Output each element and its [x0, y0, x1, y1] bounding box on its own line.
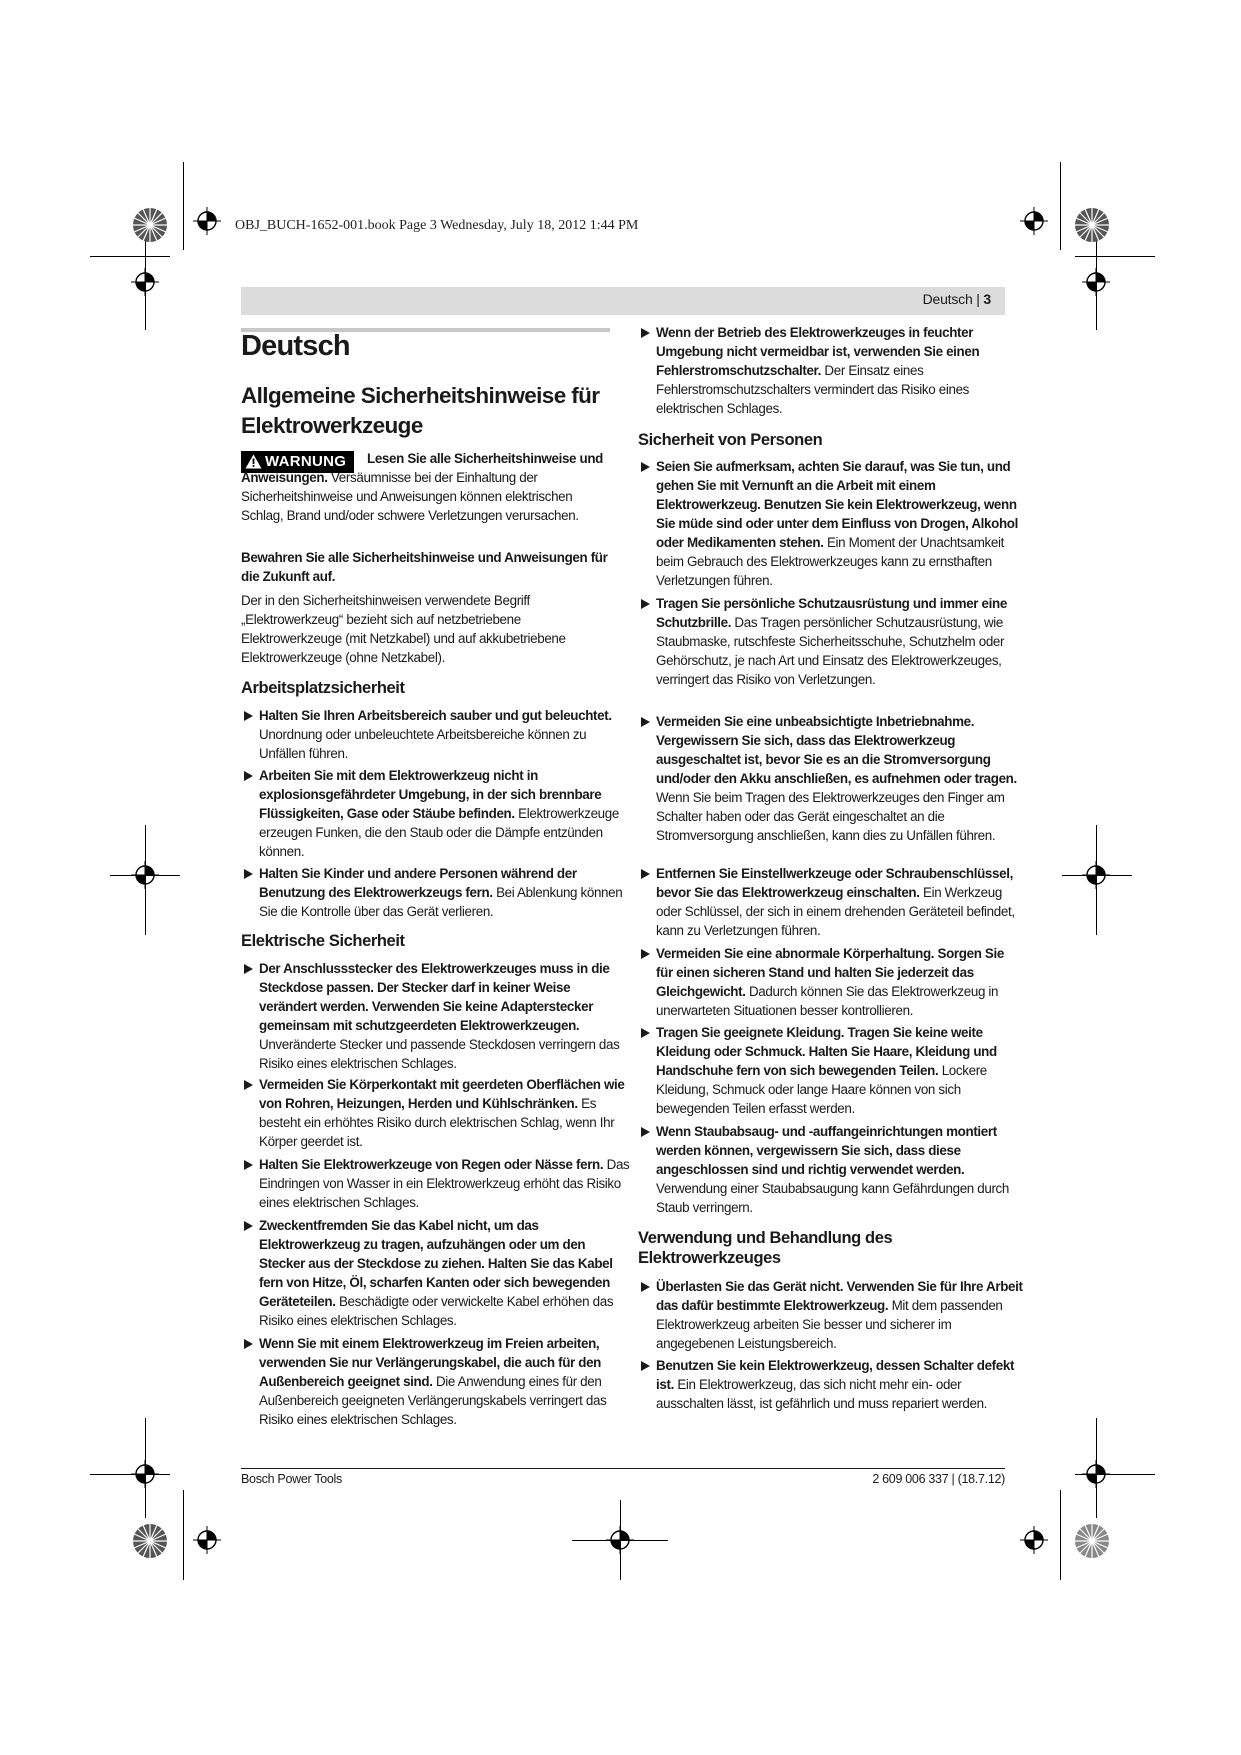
list-item [241, 1334, 631, 1429]
item-text: Das Tragen persönlicher Schutzausrüstung, wie Staubmaske, rutschfeste Sicherheitsschuhe, Schutzhelm oder Gehörschutz, je nach Art und Einsatz des Elektrowerkzeuges, verringert das Risiko von Verletzungen. [656, 615, 1005, 687]
warning-label: WARNUNG [265, 453, 347, 470]
section-heading-workplace: Arbeitsplatzsicherheit [241, 679, 405, 697]
warning-bold-text: Lesen Sie alle Sicherheitshinweise und Anweisungen. [241, 451, 604, 485]
item-bold: Wenn der Betrieb des Elektrowerkzeuges in feuchter Umgebung nicht vermeidbar ist, verwenden Sie einen Fehlerstromschutzschalter. [656, 325, 980, 378]
list-item [241, 864, 631, 921]
keep-notice-text: Bewahren Sie alle Sicherheitshinweise und Anweisungen für die Zukunft auf. [241, 550, 608, 584]
footer-rule [241, 1468, 1005, 1469]
item-bold: Entfernen Sie Einstellwerkzeuge oder Schraubenschlüssel, bevor Sie das Elektrowerkzeug einschalten. [656, 866, 1013, 900]
item-text: Unordnung oder unbeleuchtete Arbeitsbereiche können zu Unfällen führen. [259, 727, 587, 761]
item-text: Elektrowerkzeuge erzeugen Funken, die den Staub oder die Dämpfe entzünden können. [259, 806, 619, 859]
item-text: Die Anwendung eines für den Außenbereich geeigneten Verlängerungskabels verringert das Risiko eines elektrischen Schlages. [259, 1374, 607, 1427]
item-text: Ein Werkzeug oder Schlüssel, der sich in einem drehenden Geräteteil befindet, kann zu Verletzungen führen. [656, 885, 1015, 938]
header-language: Deutsch [922, 291, 973, 307]
registration-target-icon [1082, 1460, 1110, 1488]
color-target-icon [1074, 1523, 1110, 1559]
item-text: Es besteht ein erhöhtes Risiko durch elektrischen Schlag, wenn Ihr Körper geerdet ist. [259, 1096, 615, 1149]
footer-doc-number: 2 609 006 337 | (18.7.12) [872, 1472, 1005, 1486]
list-item [638, 457, 1023, 590]
registration-target-icon [193, 1526, 221, 1554]
definition-paragraph [241, 591, 613, 667]
list-item [638, 1122, 1023, 1217]
header-language-page [923, 291, 991, 307]
footer-brand: Bosch Power Tools [241, 1472, 342, 1486]
list-item [241, 1155, 631, 1212]
color-target-icon [132, 1523, 168, 1559]
list-item [638, 1277, 1023, 1353]
bullet-arrow-icon [641, 1282, 650, 1292]
crop-mark [183, 162, 184, 250]
bullet-arrow-icon [244, 1160, 253, 1170]
list-item [638, 944, 1023, 1020]
item-text: Ein Moment der Unachtsamkeit beim Gebrauch des Elektrowerkzeuges kann zu ernsthaften Verletzungen führen. [656, 535, 1004, 588]
registration-target-icon [1082, 861, 1110, 889]
registration-target-icon [1082, 268, 1110, 296]
crop-mark [1075, 256, 1155, 257]
item-text: Lockere Kleidung, Schmuck oder lange Haare können von sich bewegenden Teilen erfasst werden. [656, 1063, 987, 1116]
crop-mark [183, 1490, 184, 1580]
item-text: Der Einsatz eines Fehlerstromschutzschalters vermindert das Risiko eines elektrischen Schlages. [656, 363, 970, 416]
registration-target-icon [193, 207, 221, 235]
item-text: Bei Ablenkung können Sie die Kontrolle über das Gerät verlieren. [259, 885, 623, 919]
bullet-arrow-icon [244, 711, 253, 721]
section-heading-electrical: Elektrische Sicherheit [241, 932, 405, 950]
item-bold: Der Anschlussstecker des Elektrowerkzeuges muss in die Steckdose passen. Der Stecker darf in keiner Weise verändert werden. Verwenden Sie keine Adapterstecker gemeinsam mit schutzgeerdeten Elektrowerkzeugen. [259, 961, 610, 1033]
crop-mark [1060, 1490, 1061, 1580]
item-bold: Tragen Sie persönliche Schutzausrüstung und immer eine Schutzbrille. [656, 596, 1007, 630]
list-item [241, 1216, 631, 1330]
warning-text: Versäumnisse bei der Einhaltung der Sicherheitshinweise und Anweisungen können elektrischen Schlag, Brand und/oder schwere Verletzungen verursachen. [241, 470, 579, 523]
registration-target-icon [131, 268, 159, 296]
item-bold: Wenn Staubabsaug- und -auffangeinrichtungen montiert werden können, vergewissern Sie sich, dass diese angeschlossen sind und richtig verwendet werden. [656, 1124, 997, 1177]
definition-text: Der in den Sicherheitshinweisen verwendete Begriff „Elektrowerkzeug“ bezieht sich auf netzbetriebene Elektrowerkzeuge (mit Netzkabel) und auf akkubetriebene Elektrowerkzeuge (ohne Netzkabel). [241, 593, 566, 665]
item-bold: Halten Sie Kinder und andere Personen während der Benutzung des Elektrowerkzeugs fern. [259, 866, 577, 900]
list-item [638, 323, 1023, 418]
item-bold: Zweckentfremden Sie das Kabel nicht, um das Elektrowerkzeug zu tragen, aufzuhängen oder um den Stecker aus der Steckdose zu ziehen. Halten Sie das Kabel fern von Hitze, Öl, scharfen Kanten oder sich bewegenden Geräteteilen. [259, 1218, 613, 1309]
list-item [638, 864, 1023, 940]
item-bold: Überlasten Sie das Gerät nicht. Verwenden Sie für Ihre Arbeit das dafür bestimmte Elektrowerkzeug. [656, 1279, 1023, 1313]
list-item [638, 594, 1023, 689]
item-text: Dadurch können Sie das Elektrowerkzeug in unerwarteten Situationen besser kontrollieren. [656, 984, 999, 1018]
section-heading-persons: Sicherheit von Personen [638, 431, 823, 449]
main-heading: Allgemeine Sicherheitshinweise für Elektrowerkzeuge [241, 383, 600, 438]
page-number: 3 [983, 291, 991, 307]
registration-target-icon [1020, 1526, 1048, 1554]
list-item [241, 706, 631, 763]
bullet-arrow-icon [641, 949, 650, 959]
bullet-arrow-icon [244, 1221, 253, 1231]
print-slug: OBJ_BUCH-1652-001.book Page 3 Wednesday, July 18, 2012 1:44 PM [235, 218, 639, 233]
item-text: Beschädigte oder verwickelte Kabel erhöhen das Risiko eines elektrischen Schlages. [259, 1294, 614, 1328]
list-item [241, 959, 631, 1073]
item-text: Mit dem passenden Elektrowerkzeug arbeiten Sie besser und sicherer im angegebenen Leistungsbereich. [656, 1298, 1003, 1351]
bullet-arrow-icon [641, 1361, 650, 1371]
page-title: Deutsch [241, 330, 350, 362]
list-item [241, 766, 631, 861]
registration-target-icon [1020, 207, 1048, 235]
list-item [638, 1356, 1023, 1413]
item-bold: Tragen Sie geeignete Kleidung. Tragen Sie keine weite Kleidung oder Schmuck. Halten Sie Haare, Kleidung und Handschuhe fern von sich bewegenden Teilen. [656, 1025, 997, 1078]
bullet-arrow-icon [641, 599, 650, 609]
registration-target-icon [131, 861, 159, 889]
bullet-arrow-icon [641, 1028, 650, 1038]
list-item [638, 1023, 1023, 1118]
color-target-icon [1074, 207, 1110, 243]
item-bold: Halten Sie Ihren Arbeitsbereich sauber und gut beleuchtet. [259, 708, 612, 723]
item-bold: Benutzen Sie kein Elektrowerkzeug, dessen Schalter defekt ist. [656, 1358, 1015, 1392]
warning-paragraph [241, 449, 613, 525]
bullet-arrow-icon [244, 771, 253, 781]
registration-target-icon [606, 1526, 634, 1554]
bullet-arrow-icon [244, 1339, 253, 1349]
bullet-arrow-icon [244, 869, 253, 879]
item-text: Ein Elektrowerkzeug, das sich nicht mehr ein- oder ausschalten lässt, ist gefährlich und muss repariert werden. [656, 1377, 988, 1411]
item-text: Wenn Sie beim Tragen des Elektrowerkzeuges den Finger am Schalter haben oder das Gerät eingeschaltet an die Stromversorgung anschließen, kann dies zu Unfällen führen. [656, 790, 1005, 843]
bullet-arrow-icon [641, 1127, 650, 1137]
crop-mark [90, 256, 170, 257]
item-text: Verwendung einer Staubabsaugung kann Gefährdungen durch Staub verringern. [656, 1181, 1010, 1215]
crop-mark [1060, 162, 1061, 250]
bullet-arrow-icon [641, 328, 650, 338]
item-bold: Arbeiten Sie mit dem Elektrowerkzeug nicht in explosionsgefährdeter Umgebung, in der sich brennbare Flüssigkeiten, Gase oder Stäube befinden. [259, 768, 602, 821]
registration-target-icon [131, 1460, 159, 1488]
bullet-arrow-icon [641, 869, 650, 879]
item-bold: Vermeiden Sie Körperkontakt mit geerdeten Oberflächen wie von Rohren, Heizungen, Herden und Kühlschränken. [259, 1077, 625, 1111]
bullet-arrow-icon [244, 1080, 253, 1090]
list-item [638, 712, 1023, 845]
list-item [241, 1075, 631, 1151]
bullet-arrow-icon [244, 964, 253, 974]
section-heading-usage: Verwendung und Behandlung des Elektrowerkzeuges [638, 1229, 893, 1267]
bullet-arrow-icon [641, 717, 650, 727]
bullet-arrow-icon [641, 462, 650, 472]
header-separator: | [976, 291, 980, 307]
item-bold: Halten Sie Elektrowerkzeuge von Regen oder Nässe fern. [259, 1157, 604, 1172]
item-bold: Vermeiden Sie eine abnormale Körperhaltung. Sorgen Sie für einen sicheren Stand und halten Sie jederzeit das Gleichgewicht. [656, 946, 1004, 999]
item-text: Das Eindringen von Wasser in ein Elektrowerkzeug erhöht das Risiko eines elektrischen Schlages. [259, 1157, 630, 1210]
item-bold: Wenn Sie mit einem Elektrowerkzeug im Freien arbeiten, verwenden Sie nur Verlängerungskabel, die auch für den Außenbereich geeignet sind. [259, 1336, 602, 1389]
color-target-icon [132, 207, 168, 243]
item-text: Unveränderte Stecker und passende Steckdosen verringern das Risiko eines elektrischen Schlages. [259, 1037, 620, 1071]
keep-notice [241, 548, 613, 586]
item-bold: Vermeiden Sie eine unbeabsichtigte Inbetriebnahme. Vergewissern Sie sich, dass das Elektrowerkzeug ausgeschaltet ist, bevor Sie es an die Stromversorgung und/oder den Akku anschließen, es aufnehmen oder tragen. [656, 714, 1017, 786]
running-header [241, 287, 1005, 315]
item-bold: Seien Sie aufmerksam, achten Sie darauf, was Sie tun, und gehen Sie mit Vernunft an die Arbeit mit einem Elektrowerkzeug. Benutzen Sie kein Elektrowerkzeug, wenn Sie müde sind oder unter dem Einfluss von Drogen, Alkohol oder Medikamenten stehen. [656, 459, 1018, 550]
